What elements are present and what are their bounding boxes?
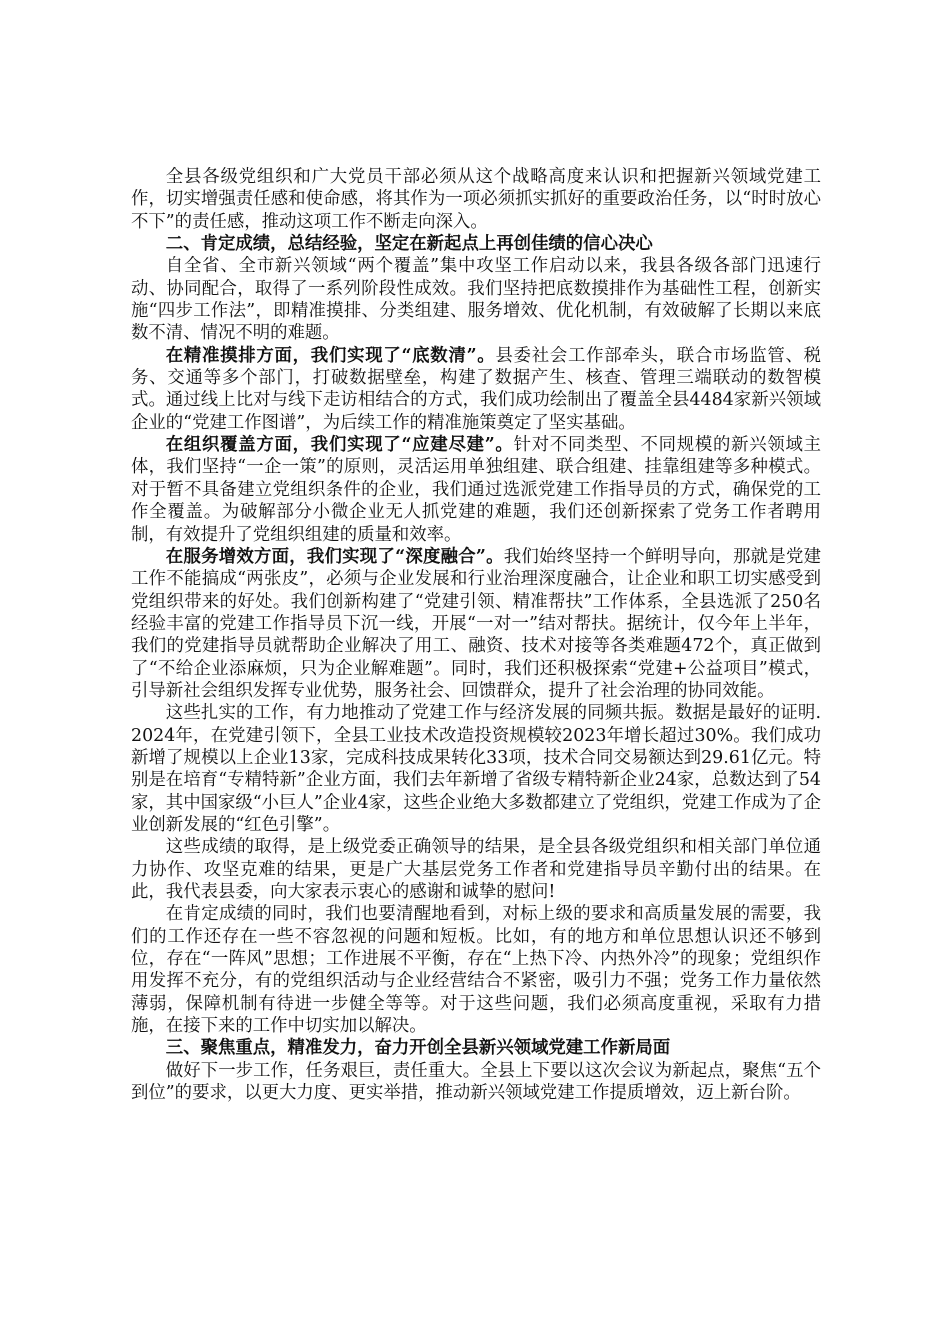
paragraph-text: 县委社会工作部牵头，联合市场监管、税务、交通等多个部门，打破数据壁垒，构建了数据产生、核查、管理三端联动的数智模式。通过线上比对与线下走访相结合的方式，我们成功绘制出了覆盖全县4484家新兴领域企业的“党建工作图谱”，为后续工作的精准施策奠定了坚实基础。	[131, 345, 821, 433]
paragraph-text: 全县各级党组织和广大党员干部必须从这个战略高度来认识和把握新兴领域党建工作，切实增强责任感和使命感，将其作为一项必须抓实抓好的重要政治任务，以“时时放心不下”的责任感，推动这项工作不断走向深入。	[131, 167, 821, 232]
paragraph-next-steps	[131, 1060, 821, 1105]
paragraph-overview	[131, 255, 821, 344]
heading-text: 三、聚焦重点，精准发力，奋力开创全县新兴领域党建工作新局面	[165, 1038, 671, 1059]
paragraph-text: 我们始终坚持一个鲜明导向，那就是党建工作不能搞成“两张皮”，必须与企业发展和行业治理深度融合，让企业和职工切实感受到党组织带来的好处。我们创新构建了“党建引领、精准帮扶”工作体系，全县选派了250名经验丰富的党建工作指导员下沉一线，开展“一对一”结对帮扶。据统计，仅今年上半年，我们的党建指导员就帮助企业解决了用工、融资、技术对接等各类难题472个，真正做到了“不给企业添麻烦，只为企业解难题”。同时，我们还积极探索“党建+公益项目”模式，引导新社会组织发挥专业优势，服务社会、回馈群众，提升了社会治理的协同效能。	[131, 546, 821, 701]
paragraph-lead: 在组织覆盖方面，我们实现了“应建尽建”。	[165, 435, 514, 456]
paragraph-text: 在肯定成绩的同时，我们也要清醒地看到，对标上级的要求和高质量发展的需要，我们的工作还存在一些不容忽视的问题和短板。比如，有的地方和单位思想认识还不够到位，存在“一阵风”思想；工作进展不平衡，存在“上热下冷、内热外冷”的现象；党组织作用发挥不充分，有的党组织活动与企业经营结合不紧密，吸引力不强；党务工作力量依然薄弱，保障机制有待进一步健全等等。对于这些问题，我们必须高度重视，采取有力措施，在接下来的工作中切实加以解决。	[131, 904, 821, 1037]
paragraph-lead: 在服务增效方面，我们实现了“深度融合”。	[165, 546, 504, 567]
paragraph-text: 做好下一步工作，任务艰巨，责任重大。全县上下要以这次会议为新起点，聚焦“五个到位”的要求，以更大力度、更实举措，推动新兴领域党建工作提质增效，迈上新台阶。	[131, 1060, 821, 1104]
paragraph-text: 针对不同类型、不同规模的新兴领域主体，我们坚持“一企一策”的原则，灵活运用单独组建、联合组建、挂靠组建等多种模式。对于暂不具备建立党组织条件的企业，我们通过选派党建工作指导员的方式，确保党的工作全覆盖。为破解部分小微企业无人抓党建的难题，我们还创新探索了党务工作者聘用制，有效提升了党组织组建的质量和效率。	[131, 435, 821, 545]
paragraph-problems	[131, 903, 821, 1037]
paragraph-text: 这些成绩的取得，是上级党委正确领导的结果，是全县各级党组织和相关部门单位通力协作、攻坚克难的结果，更是广大基层党务工作者和党建指导员辛勤付出的结果。在此，我代表县委，向大家表示衷心的感谢和诚挚的慰问!	[131, 837, 821, 902]
heading-text: 二、肯定成绩，总结经验，坚定在新起点上再创佳绩的信心决心	[165, 234, 653, 255]
paragraph-org-coverage	[131, 434, 821, 546]
document-body	[131, 166, 821, 1104]
paragraph-text: 这些扎实的工作，有力地推动了党建工作与经济发展的同频共振。数据是最好的证明.2024年，在党建引领下，全县工业技术改造投资规模较2023年增长超过30%。我们成功新增了规模以上企业13家，完成科技成果转化33项，技术合同交易额达到29.61亿元。特别是在培育“专精特新”企业方面，我们去年新增了省级专精特新企业24家，总数达到了54家，其中国家级“小巨人”企业4家，这些企业绝大多数都建立了党组织，党建工作成为了企业创新发展的“红色引擎”。	[131, 703, 821, 835]
paragraph-precise-survey	[131, 345, 821, 434]
section-heading-3	[131, 1037, 821, 1059]
section-heading-2	[131, 233, 821, 255]
paragraph-text: 自全省、全市新兴领域“两个覆盖”集中攻坚工作启动以来，我县各级各部门迅速行动、协同配合，取得了一系列阶段性成效。我们坚持把底数摸排作为基础性工程，创新实施“四步工作法”，即精准摸排、分类组建、服务增效、优化机制，有效破解了长期以来底数不清、情况不明的难题。	[131, 256, 821, 344]
paragraph-service-efficiency	[131, 546, 821, 702]
paragraph-intro	[131, 166, 821, 233]
paragraph-lead: 在精准摸排方面，我们实现了“底数清”。	[165, 345, 496, 366]
paragraph-thanks	[131, 836, 821, 903]
paragraph-results-data	[131, 702, 821, 836]
